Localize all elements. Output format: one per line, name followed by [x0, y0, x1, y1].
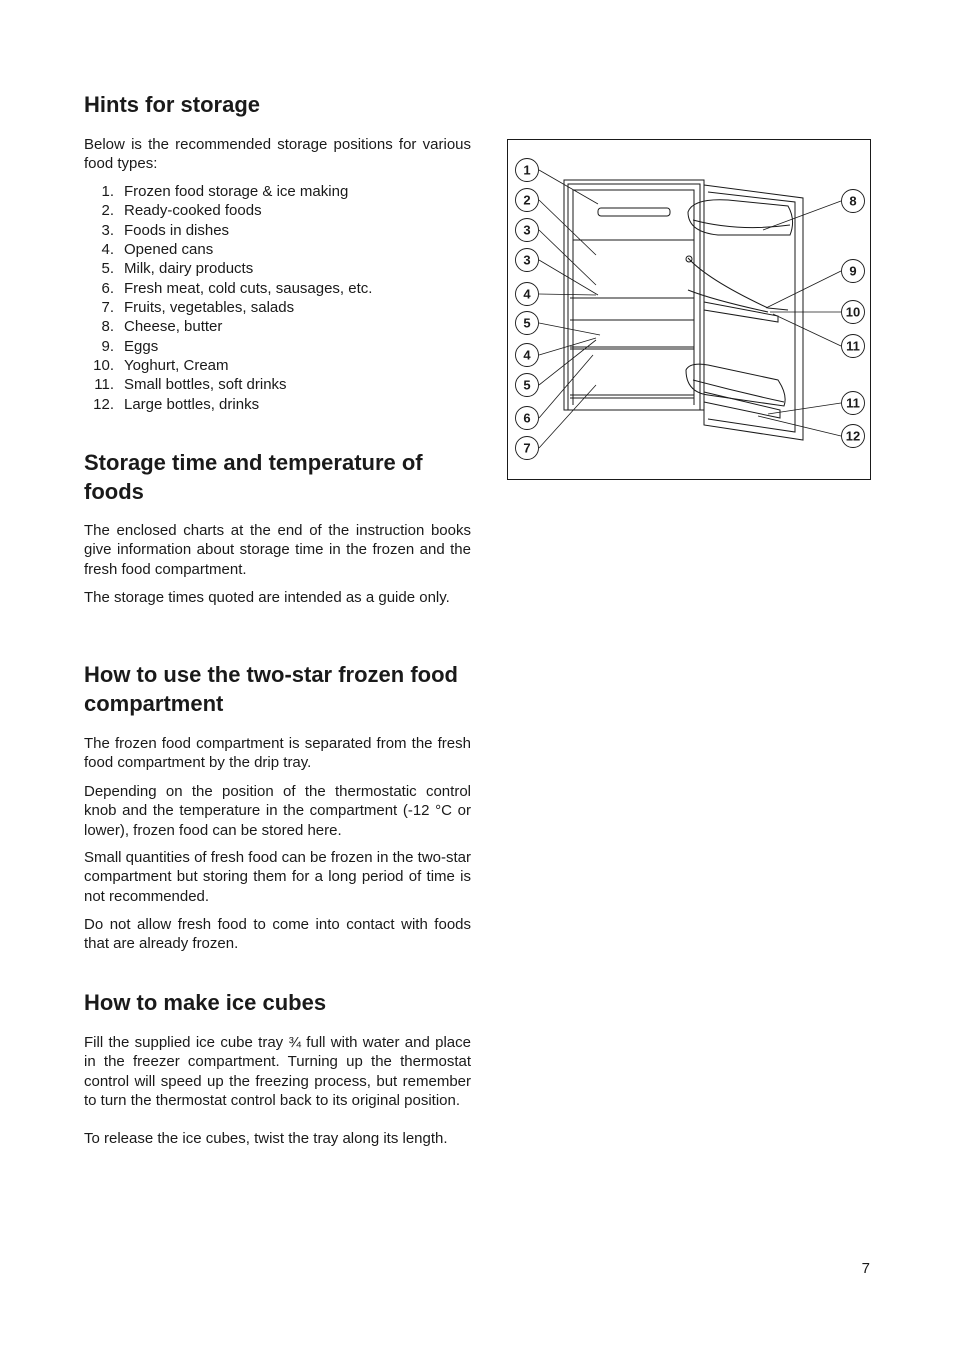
list-item-text: Yoghurt, Cream	[124, 357, 229, 375]
list-item-number: 6.	[101, 279, 114, 297]
two-star-paragraph: The frozen food compartment is separated from the fresh food compartment by the drip tray.	[84, 735, 471, 772]
ice-paragraph: Fill the supplied ice cube tray ¾ full with water and place in the freezer compartment. Turning up the thermostat control will speed up the freezing process, but remember to turn the thermostat control back to its original position.	[84, 1034, 471, 1110]
list-item-number: 7.	[101, 299, 114, 317]
hints-intro: Below is the recommended storage positions for various food types:	[84, 136, 471, 173]
list-item-number: 3.	[101, 221, 114, 239]
left-callouts	[516, 159, 539, 460]
callout-number: 9	[849, 263, 857, 279]
storage-list-item	[84, 259, 372, 278]
callout-number: 5	[523, 377, 531, 393]
callout-number: 11	[846, 395, 860, 411]
list-item-text: Frozen food storage & ice making	[124, 183, 349, 200]
list-item-number: 12.	[93, 395, 114, 413]
page-number: 7	[861, 1260, 870, 1277]
list-item-number: 1.	[101, 183, 114, 200]
ice-paragraph: To release the ice cubes, twist the tray along its length.	[84, 1130, 448, 1147]
storage-list-item	[84, 317, 372, 336]
list-item-number: 8.	[101, 318, 114, 336]
list-item-text: Cheese, butter	[124, 318, 223, 336]
heading-two-star-compartment: How to use the two-star frozen food compartment	[84, 662, 458, 716]
callout-number: 4	[523, 347, 531, 363]
storage-positions-list	[84, 182, 372, 414]
list-item-text: Opened cans	[124, 241, 214, 259]
list-item-number: 4.	[101, 241, 114, 259]
callout-number: 6	[523, 410, 531, 426]
list-item-text: Small bottles, soft drinks	[124, 376, 287, 394]
storage-list-item	[84, 395, 372, 414]
storage-list-item	[84, 279, 372, 298]
list-item-text: Large bottles, drinks	[124, 395, 260, 413]
list-item-text: Fruits, vegetables, salads	[124, 299, 295, 317]
list-item-number: 10.	[93, 357, 114, 375]
storage-list-item	[84, 240, 372, 259]
callout-number: 4	[523, 286, 531, 302]
list-item-text: Fresh meat, cold cuts, sausages, etc.	[124, 279, 373, 297]
two-star-paragraph: Do not allow fresh food to come into contact with foods that are already frozen.	[84, 916, 471, 953]
two-star-paragraph: Depending on the position of the thermostatic control knob and the temperature in the compartment (-12 °C or lower), frozen food can be stored here.	[84, 783, 471, 839]
fridge-storage-diagram	[507, 139, 871, 480]
callout-lines	[539, 170, 841, 448]
storage-list-item	[84, 356, 372, 375]
heading-storage-time: Storage time and temperature of foods	[84, 450, 423, 504]
storage-list-item	[84, 221, 372, 240]
callout-number: 3	[523, 252, 531, 268]
callout-number: 1	[523, 162, 531, 178]
two-star-paragraph: Small quantities of fresh food can be frozen in the two-star compartment but storing them for a long period of time is not recommended.	[84, 849, 471, 905]
callout-number: 2	[523, 192, 531, 208]
storage-paragraph: The enclosed charts at the end of the instruction books give information about storage time in the frozen and the fresh food compartment.	[84, 522, 471, 578]
storage-paragraph: The storage times quoted are intended as a guide only.	[84, 589, 450, 606]
list-item-text: Milk, dairy products	[124, 260, 254, 278]
fridge-cabinet-illustration	[564, 180, 803, 440]
callout-number: 8	[849, 193, 857, 209]
list-item-number: 9.	[101, 337, 114, 355]
heading-ice-cubes: How to make ice cubes	[84, 990, 327, 1015]
storage-list-item	[84, 182, 372, 201]
list-item-number: 5.	[101, 260, 114, 278]
list-item-text: Eggs	[124, 337, 159, 355]
storage-list-item	[84, 337, 372, 356]
callout-number: 5	[523, 315, 531, 331]
right-callouts	[842, 190, 865, 448]
list-item-text: Foods in dishes	[124, 221, 230, 239]
callout-number: 11	[846, 338, 860, 354]
list-item-number: 2.	[101, 202, 114, 220]
storage-list-item	[84, 298, 372, 317]
callout-number: 12	[845, 428, 861, 444]
heading-hints-for-storage: Hints for storage	[84, 92, 261, 117]
list-item-number: 11.	[94, 376, 114, 394]
storage-list-item	[84, 201, 372, 220]
list-item-text: Ready-cooked foods	[124, 202, 262, 220]
callout-number: 7	[523, 440, 531, 456]
callout-number: 3	[523, 222, 531, 238]
storage-list-item	[84, 375, 372, 394]
callout-number: 10	[845, 304, 861, 320]
